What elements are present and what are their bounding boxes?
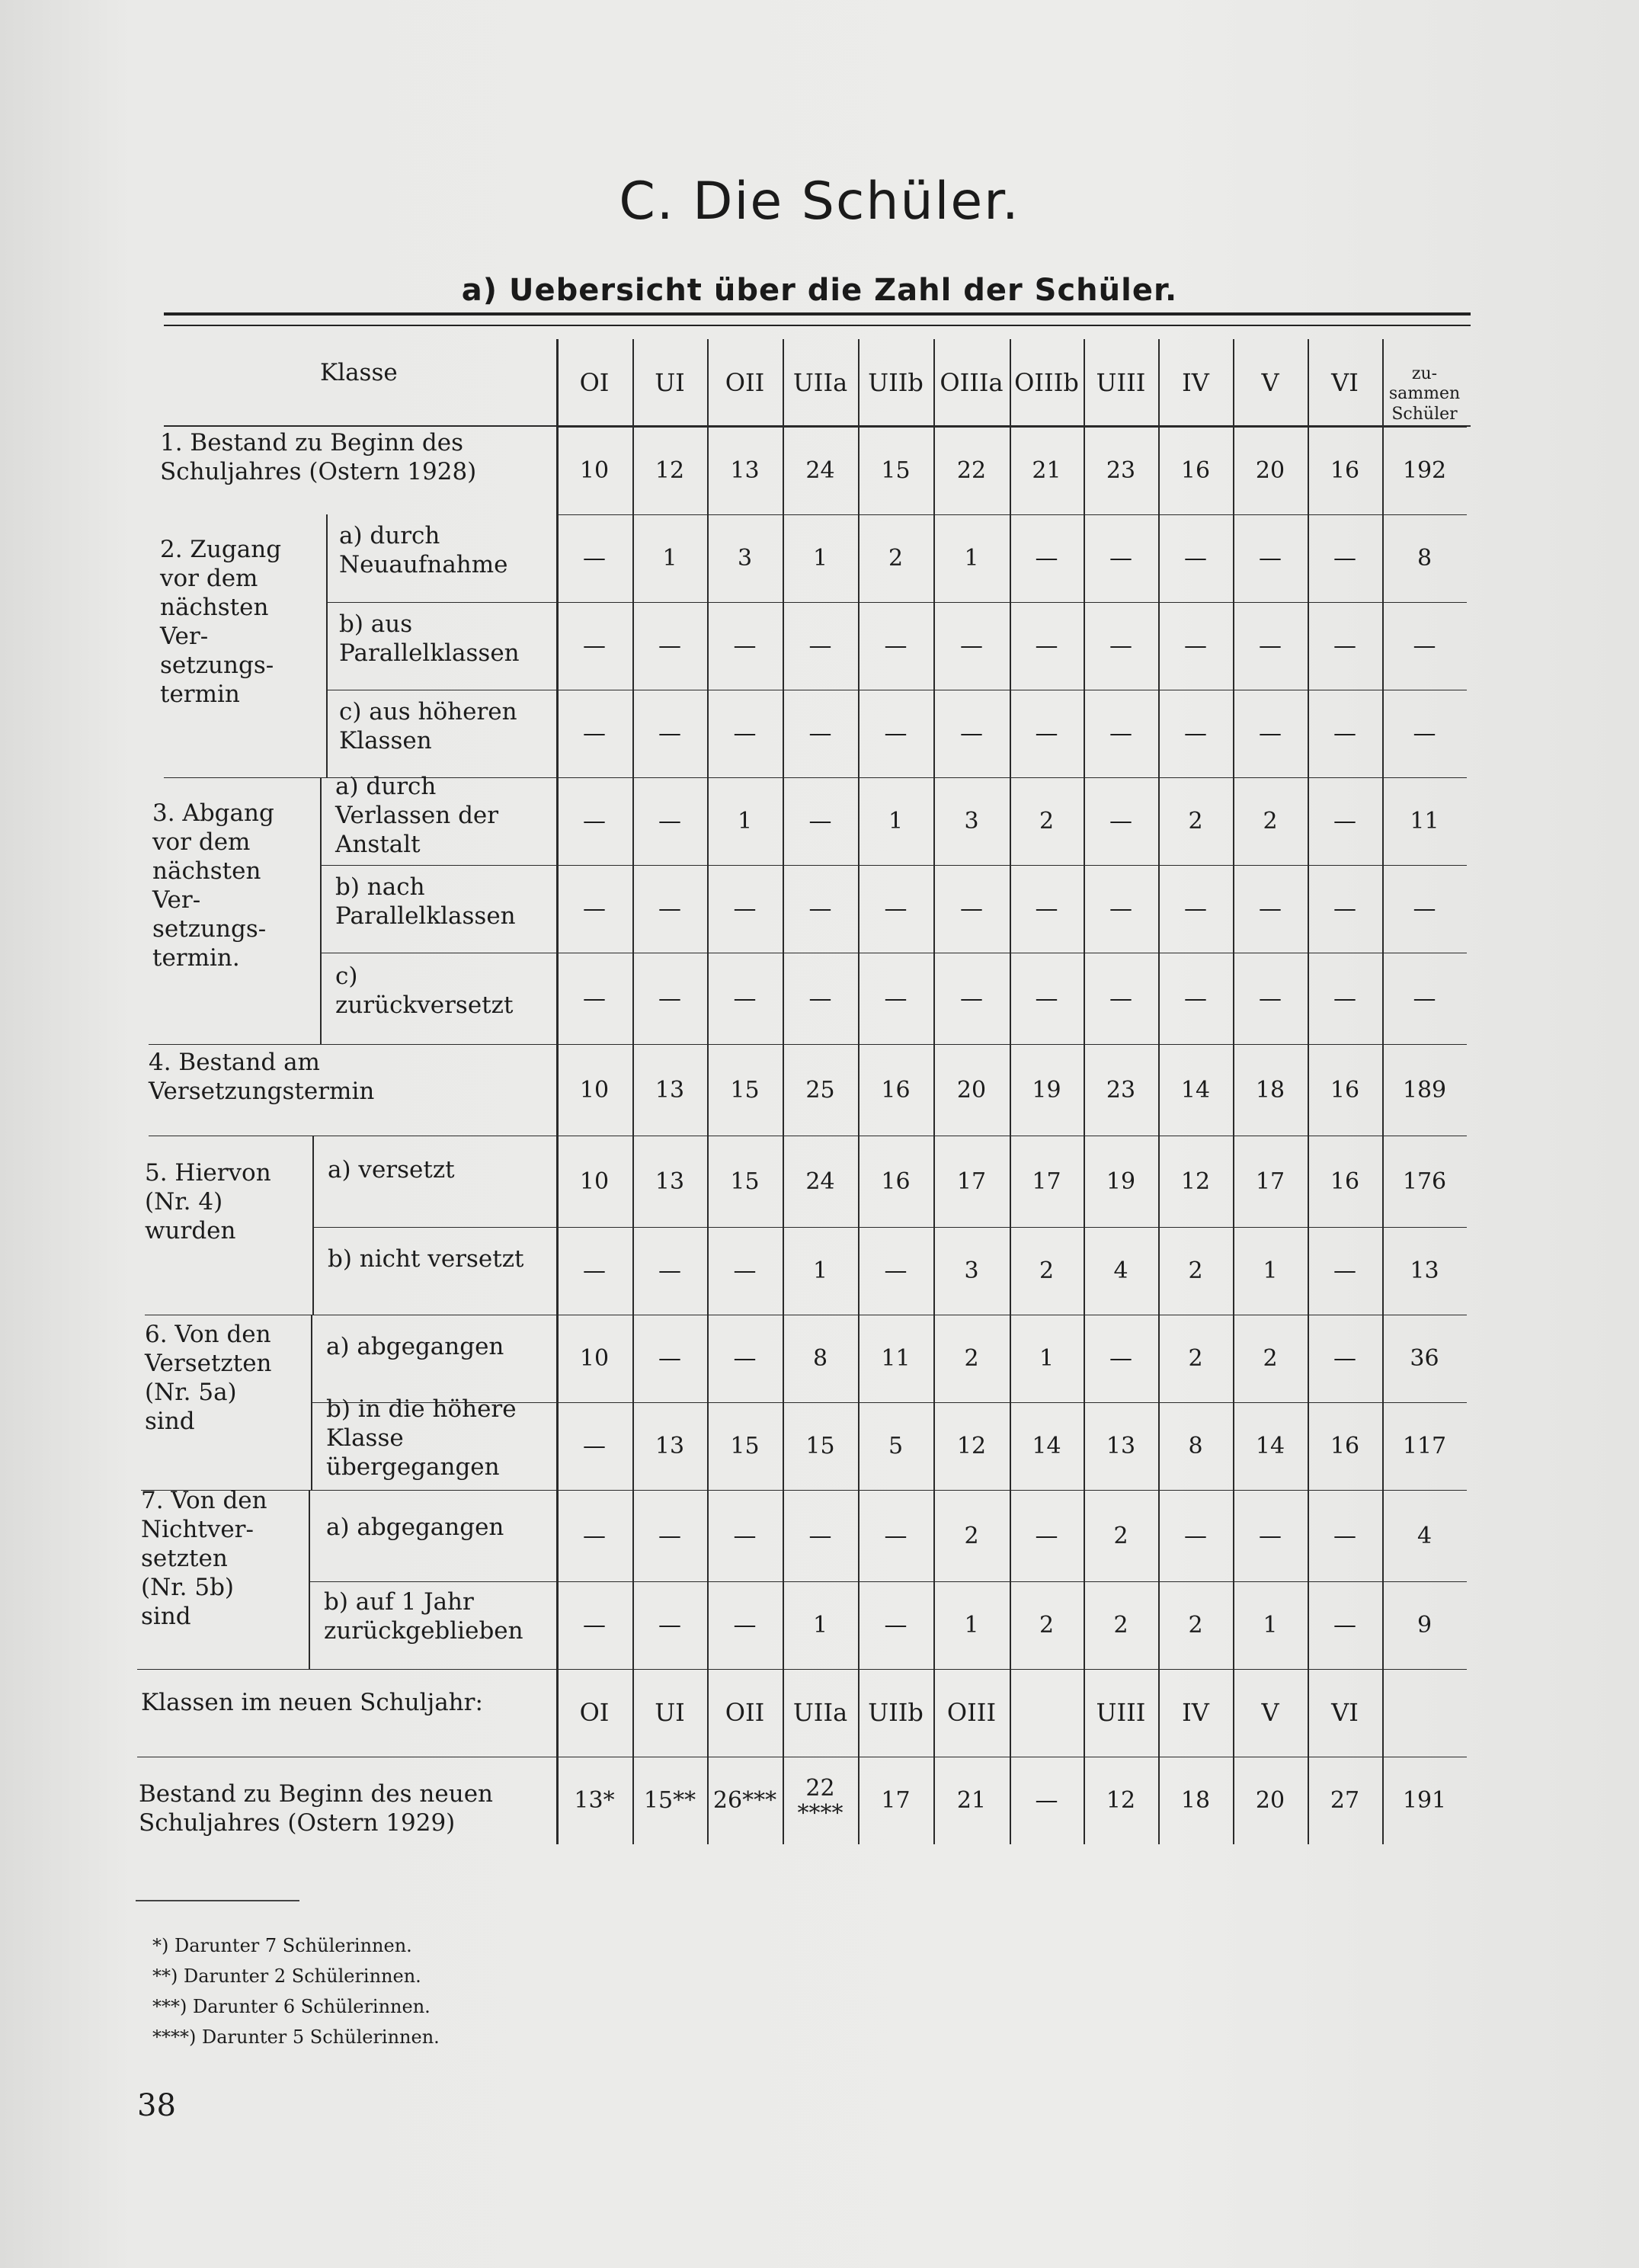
table-cell: 13	[1106, 1433, 1136, 1459]
table-cell: —	[1333, 985, 1356, 1012]
table-cell: 1	[1263, 1612, 1278, 1639]
table-cell: —	[658, 720, 681, 747]
table-cell: 15	[730, 1168, 760, 1195]
table-cell: 13	[655, 1168, 685, 1195]
table-cell: 20	[956, 1076, 987, 1104]
table-cell: —	[583, 545, 606, 572]
table-cell: 13	[730, 457, 760, 484]
footnote: **) Darunter 2 Schülerinnen.	[152, 1965, 421, 1987]
table-cell: —	[808, 985, 832, 1012]
table-cell: 1	[812, 545, 828, 572]
table-cell: 176	[1402, 1168, 1447, 1195]
table-cell: —	[658, 1345, 681, 1372]
table-cell: 10	[579, 1345, 610, 1372]
table-cell: —	[1333, 633, 1356, 659]
column-header: OIIIa	[940, 367, 1004, 397]
new-class-cell: UIIb	[868, 1697, 924, 1727]
table-cell: —	[1413, 633, 1436, 659]
table-cell: 15	[730, 1076, 760, 1104]
table-cell: 2	[1113, 1522, 1128, 1549]
table-cell: 13	[655, 1433, 685, 1459]
table-cell: —	[583, 1612, 606, 1639]
footnote: ****) Darunter 5 Schülerinnen.	[152, 2026, 440, 2048]
table-cell: —	[658, 985, 681, 1012]
table-cell: —	[1109, 808, 1132, 834]
table-cell: 25	[805, 1076, 835, 1104]
table-hline	[320, 865, 556, 866]
table-cell: 2	[1039, 1257, 1055, 1284]
row-label-g7a: a) abgegangen	[326, 1514, 504, 1541]
page-title: C. Die Schüler.	[619, 171, 1020, 232]
table-cell: —	[1035, 720, 1058, 747]
table-cell: 12	[1180, 1168, 1211, 1195]
new-stand-cell: 12	[1106, 1787, 1136, 1814]
table-cell: —	[733, 1345, 757, 1372]
table-cell: 192	[1402, 457, 1447, 484]
footnote-rule	[136, 1900, 299, 1901]
table-cell: —	[1109, 985, 1132, 1012]
new-class-cell	[1010, 1669, 1084, 1757]
table-cell: —	[1035, 985, 1058, 1012]
table-cell: —	[1184, 633, 1207, 659]
row-label-new-stand: Bestand zu Beginn des neuen Schuljahres (Ostern 1929)	[139, 1780, 493, 1837]
table-cell: —	[1333, 1522, 1356, 1549]
table-cell: 17	[1255, 1168, 1285, 1195]
table-cell: 2	[1113, 1612, 1128, 1639]
table-cell: —	[884, 895, 908, 922]
new-class-cell: UIII	[1096, 1697, 1146, 1727]
table-cell: —	[884, 1257, 908, 1284]
column-header-total: zu- sammen Schüler	[1388, 364, 1461, 424]
table-cell: —	[1035, 895, 1058, 922]
table-vline	[311, 1315, 312, 1490]
new-class-cell: UIIa	[792, 1697, 848, 1727]
table-cell: 23	[1106, 1076, 1136, 1104]
table-cell: 17	[956, 1168, 987, 1195]
column-header: V	[1261, 367, 1279, 397]
table-cell: —	[1109, 633, 1132, 659]
table-cell: 2	[1039, 1612, 1055, 1639]
new-stand-cell: 26***	[712, 1787, 777, 1814]
table-cell: 13	[1410, 1257, 1439, 1284]
new-stand-cell: 22 ****	[797, 1774, 844, 1827]
table-cell: 16	[881, 1168, 911, 1195]
table-cell: 1	[662, 545, 677, 572]
row-label-g3: 3. Abgang vor dem nächsten Ver- setzungs- termin.	[152, 799, 274, 972]
table-cell: —	[733, 895, 757, 922]
table-cell: 21	[1032, 457, 1061, 484]
table-cell: —	[1109, 720, 1132, 747]
new-stand-cell: 17	[881, 1787, 911, 1814]
new-class-cell: OIII	[946, 1697, 997, 1727]
table-cell: 16	[1180, 457, 1211, 484]
column-header: OI	[579, 367, 610, 397]
table-cell: —	[1035, 1522, 1058, 1549]
row-label-new-classes: Klassen im neuen Schuljahr:	[141, 1689, 483, 1716]
row-label-g6b: b) in die höhere Klasse übergegangen	[326, 1395, 517, 1481]
table-cell: —	[1259, 1522, 1282, 1549]
table-cell: 10	[579, 1076, 610, 1104]
table-cell: 10	[579, 1168, 610, 1195]
new-class-cell: OII	[725, 1697, 765, 1727]
table-vline	[312, 1136, 314, 1315]
table-cell: 19	[1032, 1076, 1061, 1104]
table-cell: 16	[1330, 1168, 1360, 1195]
table-cell: —	[960, 720, 983, 747]
table-cell: 16	[1330, 457, 1360, 484]
table-cell: —	[808, 633, 832, 659]
row-label-g3b: b) nach Parallelklassen	[335, 873, 516, 930]
table-cell: —	[1035, 633, 1058, 659]
new-stand-cell: 27	[1330, 1787, 1360, 1814]
table-cell: 10	[579, 457, 610, 484]
table-hline	[309, 1581, 556, 1582]
table-cell: —	[583, 895, 606, 922]
table-cell: —	[960, 985, 983, 1012]
table-cell: —	[658, 1612, 681, 1639]
new-stand-cell: 191	[1402, 1787, 1447, 1814]
table-cell: 2	[1188, 1345, 1203, 1372]
table-cell: —	[733, 720, 757, 747]
table-cell: 14	[1032, 1433, 1061, 1459]
table-cell: —	[1413, 720, 1436, 747]
column-header: UI	[655, 367, 685, 397]
new-stand-cell: 18	[1180, 1787, 1211, 1814]
table-cell: 2	[1188, 808, 1203, 834]
table-cell: —	[583, 1257, 606, 1284]
table-cell: —	[1184, 895, 1207, 922]
table-cell: 1	[737, 808, 753, 834]
table-cell: —	[1184, 1522, 1207, 1549]
table-cell: 117	[1402, 1433, 1447, 1459]
table-cell: —	[1333, 895, 1356, 922]
table-cell: 1	[812, 1257, 828, 1284]
table-cell: —	[1109, 1345, 1132, 1372]
table-cell: 16	[881, 1076, 911, 1104]
table-cell: 2	[1039, 808, 1055, 834]
table-cell: 2	[964, 1522, 979, 1549]
row-label-g6a: a) abgegangen	[326, 1333, 504, 1360]
table-cell: 3	[964, 808, 979, 834]
table-cell: 2	[1263, 808, 1278, 834]
table-cell: —	[583, 985, 606, 1012]
table-cell: —	[1184, 985, 1207, 1012]
table-hline	[149, 1044, 556, 1045]
column-header: UIII	[1096, 367, 1146, 397]
column-header: UIIb	[868, 367, 924, 397]
table-hline	[312, 1227, 556, 1228]
table-cell: —	[884, 985, 908, 1012]
table-cell: 3	[964, 1257, 979, 1284]
table-cell: 1	[888, 808, 904, 834]
table-cell: —	[1109, 545, 1132, 572]
table-cell: —	[960, 895, 983, 922]
table-cell: 8	[1188, 1433, 1203, 1459]
header-klasse: Klasse	[320, 359, 398, 386]
table-hline	[328, 602, 556, 603]
table-cell: —	[1259, 895, 1282, 922]
table-cell: 1	[1263, 1257, 1278, 1284]
table-cell: 4	[1417, 1522, 1433, 1549]
row-label-g6: 6. Von den Versetzten (Nr. 5a) sind	[145, 1321, 272, 1435]
new-stand-cell: —	[1035, 1787, 1058, 1814]
table-cell: 17	[1032, 1168, 1061, 1195]
column-header: VI	[1331, 367, 1359, 397]
new-stand-cell: 13*	[574, 1787, 615, 1814]
table-cell: —	[1413, 895, 1436, 922]
row-label-g5a: a) versetzt	[328, 1156, 455, 1184]
table-cell: —	[884, 720, 908, 747]
table-cell: —	[1333, 1345, 1356, 1372]
new-class-cell: VI	[1331, 1697, 1359, 1727]
row-label-g2a: a) durch Neuaufnahme	[339, 522, 508, 578]
new-class-cell	[1382, 1669, 1467, 1757]
column-header: IV	[1182, 367, 1209, 397]
table-cell: —	[884, 1522, 908, 1549]
table-cell: —	[658, 808, 681, 834]
table-cell: 16	[1330, 1433, 1360, 1459]
table-cell: 4	[1113, 1257, 1128, 1284]
table-cell: 15	[881, 457, 911, 484]
table-cell: 2	[888, 545, 904, 572]
table-cell: 14	[1180, 1076, 1211, 1104]
table-cell: —	[733, 985, 757, 1012]
table-cell: —	[808, 895, 832, 922]
new-class-cell: V	[1261, 1697, 1279, 1727]
table-cell: —	[884, 633, 908, 659]
table-cell: 36	[1410, 1345, 1439, 1372]
table-cell: 1	[964, 545, 979, 572]
table-cell: 12	[956, 1433, 987, 1459]
new-class-cell: IV	[1182, 1697, 1209, 1727]
table-cell: —	[1259, 545, 1282, 572]
new-class-cell: OI	[579, 1697, 610, 1727]
table-cell: —	[808, 720, 832, 747]
new-stand-cell: 15**	[643, 1787, 696, 1814]
table-cell: 24	[805, 457, 835, 484]
table-cell: 2	[964, 1345, 979, 1372]
row-label-g1: 1. Bestand zu Beginn des Schuljahres (Ostern 1928)	[160, 429, 477, 485]
table-cell: —	[583, 1433, 606, 1459]
table-cell: —	[583, 1522, 606, 1549]
table-cell: —	[583, 808, 606, 834]
table-cell: 20	[1255, 457, 1285, 484]
page-number: 38	[137, 2088, 176, 2123]
row-label-g7b: b) auf 1 Jahr zurückgeblieben	[324, 1588, 523, 1645]
row-label-g5: 5. Hiervon (Nr. 4) wurden	[145, 1159, 271, 1245]
table-cell: 2	[1188, 1257, 1203, 1284]
table-cell: —	[1184, 720, 1207, 747]
row-label-g5b: b) nicht versetzt	[328, 1245, 524, 1273]
row-label-g2b: b) aus Parallelklassen	[339, 610, 520, 667]
table-cell: 15	[730, 1433, 760, 1459]
table-cell: —	[1109, 895, 1132, 922]
table-cell: —	[733, 1257, 757, 1284]
table-cell: 11	[1410, 808, 1439, 834]
table-cell: —	[1259, 633, 1282, 659]
table-cell: —	[1259, 720, 1282, 747]
table-cell: —	[733, 1612, 757, 1639]
table-cell: —	[808, 808, 832, 834]
table-cell: 1	[1039, 1345, 1055, 1372]
table-cell: —	[1333, 808, 1356, 834]
table-cell: —	[583, 720, 606, 747]
row-label-g7: 7. Von den Nichtver- setzten (Nr. 5b) sind	[141, 1487, 267, 1630]
table-cell: 2	[1263, 1345, 1278, 1372]
table-cell: —	[1333, 1612, 1356, 1639]
table-cell: 8	[812, 1345, 828, 1372]
table-vline	[320, 777, 322, 1044]
table-cell: —	[1333, 1257, 1356, 1284]
column-header: OII	[725, 367, 765, 397]
footnote: *) Darunter 7 Schülerinnen.	[152, 1935, 412, 1956]
table-cell: —	[808, 1522, 832, 1549]
table-hline	[137, 1669, 556, 1670]
new-class-cell: UI	[655, 1697, 685, 1727]
table-cell: 18	[1255, 1076, 1285, 1104]
table-cell: 16	[1330, 1076, 1360, 1104]
table-cell: 24	[805, 1168, 835, 1195]
table-cell: 2	[1188, 1612, 1203, 1639]
table-cell: —	[1035, 545, 1058, 572]
table-vline	[309, 1490, 310, 1669]
table-cell: —	[960, 633, 983, 659]
table-cell: —	[884, 1612, 908, 1639]
table-cell: 1	[964, 1612, 979, 1639]
table-cell: 9	[1417, 1612, 1433, 1639]
table-cell: 12	[655, 457, 685, 484]
table-cell: —	[733, 1522, 757, 1549]
table-cell: —	[658, 633, 681, 659]
table-subtitle: a) Uebersicht über die Zahl der Schüler.	[461, 273, 1178, 308]
table-cell: —	[1333, 720, 1356, 747]
table-cell: 14	[1255, 1433, 1285, 1459]
table-cell: —	[1333, 545, 1356, 572]
row-label-g2c: c) aus höheren Klassen	[339, 698, 517, 754]
table-cell: 1	[812, 1612, 828, 1639]
table-cell: 19	[1106, 1168, 1136, 1195]
table-cell: 5	[888, 1433, 904, 1459]
table-cell: —	[1413, 985, 1436, 1012]
new-stand-cell: 20	[1255, 1787, 1285, 1814]
row-label-g4: 4. Bestand am Versetzungstermin	[149, 1049, 375, 1105]
table-cell: 22	[956, 457, 987, 484]
row-label-g2: 2. Zugang vor dem nächsten Ver- setzungs- termin	[160, 536, 282, 708]
table-cell: —	[658, 1257, 681, 1284]
table-cell: —	[733, 633, 757, 659]
table-cell: 23	[1106, 457, 1136, 484]
footnote: ***) Darunter 6 Schülerinnen.	[152, 1996, 431, 2017]
row-label-g3c: c) zurückversetzt	[335, 963, 514, 1019]
table-vline	[326, 514, 328, 777]
column-header: UIIa	[792, 367, 848, 397]
table-cell: 8	[1417, 545, 1433, 572]
table-cell: —	[658, 1522, 681, 1549]
column-header: OIIIb	[1014, 367, 1079, 397]
table-cell: 189	[1402, 1076, 1447, 1104]
table-cell: —	[658, 895, 681, 922]
new-stand-cell: 21	[956, 1787, 987, 1814]
table-cell: —	[583, 633, 606, 659]
table-cell: 3	[737, 545, 753, 572]
table-cell: 13	[655, 1076, 685, 1104]
table-cell: 15	[805, 1433, 835, 1459]
table-cell: —	[1184, 545, 1207, 572]
table-cell: —	[1259, 985, 1282, 1012]
row-label-g3a: a) durch Verlassen der Anstalt	[335, 773, 499, 858]
table-cell: 11	[881, 1345, 911, 1372]
